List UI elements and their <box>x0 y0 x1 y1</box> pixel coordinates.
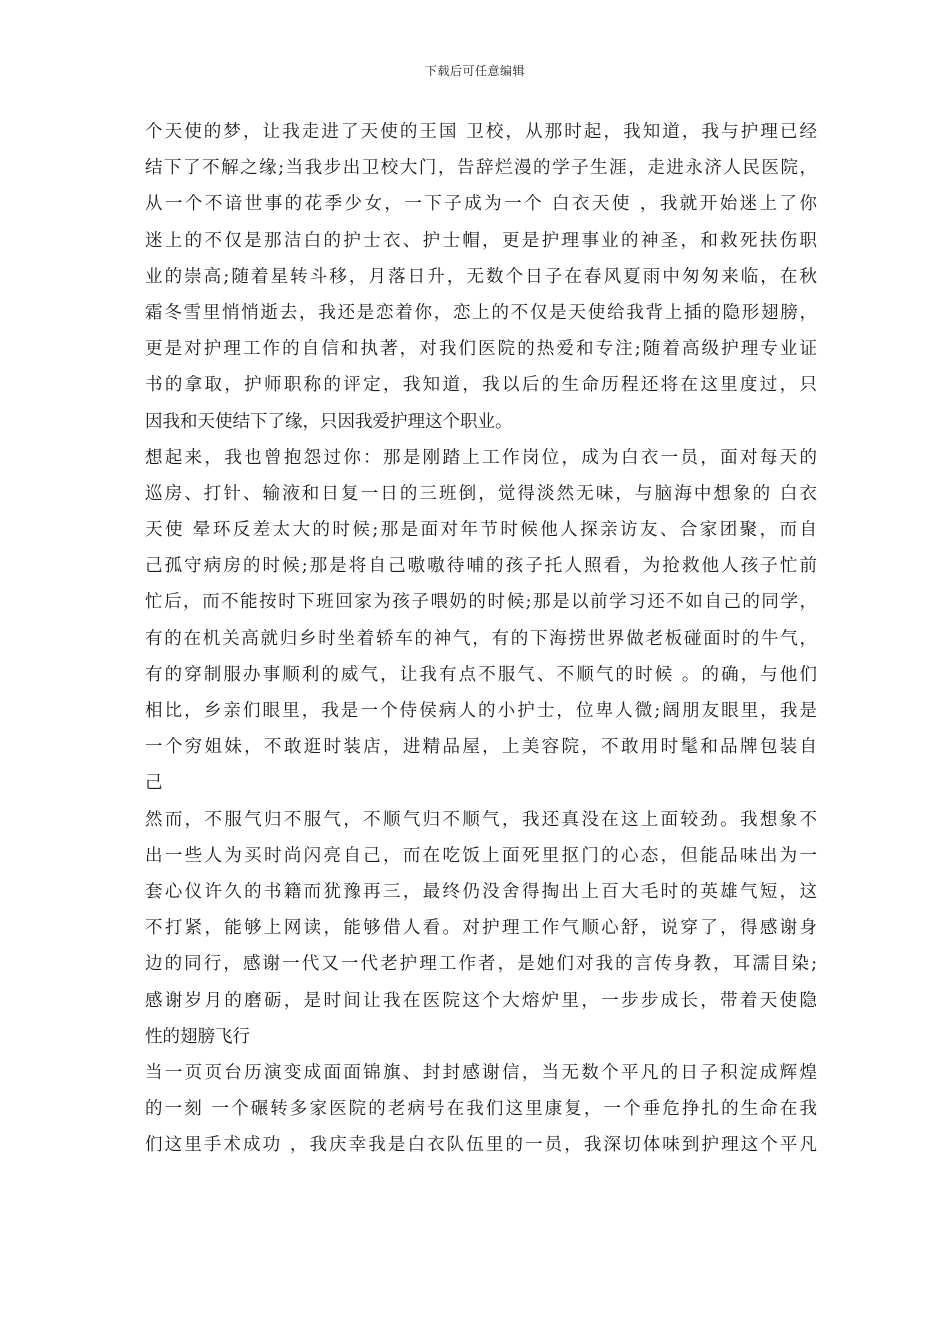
text-line: 从一个不谙世事的花季少女，一下子成为一个 白衣天使 ，我就开始迷上了你 <box>145 194 817 215</box>
text-line: 书的拿取，护师职称的评定，我知道，我以后的生命历程还将在这里度过，只 <box>145 375 817 396</box>
text-line: 不打紧，能够上网读，能够借人看。对护理工作气顺心舒，说穿了，得感谢身 <box>145 918 817 939</box>
text-line: 迷上的不仅是那洁白的护士衣、护士帽，更是护理事业的神圣，和救死扶伤职 <box>145 230 817 251</box>
text-line: 天使 晕环反差太大的时候;那是面对年节时候他人探亲访友、合家团聚，而自 <box>145 520 817 541</box>
text-line: 感谢岁月的磨砺，是时间让我在医院这个大熔炉里，一步步成长，带着天使隐 <box>145 990 817 1011</box>
text-line: 己 <box>145 773 163 794</box>
text-line: 霜冬雪里悄悄逝去，我还是恋着你，恋上的不仅是天使给我背上插的隐形翅膀， <box>145 302 817 323</box>
text-line: 的一刻 一个碾转多家医院的老病号在我们这里康复，一个垂危挣扎的生命在我 <box>145 1099 817 1120</box>
text-line: 有的在机关高就归乡时坐着轿车的神气，有的下海捞世界做老板碰面时的牛气， <box>145 628 817 649</box>
text-line: 个天使的梦，让我走进了天使的王国 卫校，从那时起，我知道，我与护理已经 <box>145 122 817 142</box>
text-line: 己孤守病房的时候;那是将自己嗷嗷待哺的孩子托人照看，为抢救他人孩子忙前 <box>145 556 817 577</box>
text-line: 一个穷姐妹，不敢逛时装店，进精品屋，上美容院，不敢用时髦和品牌包装自 <box>145 737 817 758</box>
text-line: 性的翅膀飞行 <box>145 1026 250 1047</box>
text-line: 忙后，而不能按时下班回家为孩子喂奶的时候;那是以前学习还不如自己的同学， <box>145 592 817 613</box>
text-line: 然而，不服气归不服气，不顺气归不顺气，我还真没在这上面较劲。我想象不 <box>145 809 817 830</box>
text-line: 相比，乡亲们眼里，我是一个侍侯病人的小护士，位卑人微;阔朋友眼里，我是 <box>145 701 817 721</box>
text-line: 结下了不解之缘;当我步出卫校大门，告辞烂漫的学子生涯，走进永济人民医院， <box>145 158 817 179</box>
text-line: 更是对护理工作的自信和执著，对我们医院的热爱和专注;随着高级护理专业证 <box>145 339 817 360</box>
page-header: 下载后可任意编辑 <box>424 64 525 78</box>
text-line: 边的同行，感谢一代又一代老护理工作者，是她们对我的言传身教，耳濡目染; <box>145 954 817 975</box>
text-line: 有的穿制服办事顺利的威气，让我有点不服气、不顺气的时候 。的确，与他们 <box>145 664 817 685</box>
text-line: 当一页页台历演变成面面锦旗、封封感谢信，当无数个平凡的日子积淀成辉煌 <box>145 1062 817 1083</box>
document-body <box>145 114 817 1163</box>
text-line: 想起来，我也曾抱怨过你：那是刚踏上工作岗位，成为白衣一员，面对每天的 <box>145 447 817 468</box>
text-line: 套心仪许久的书籍而犹豫再三，最终仍没舍得掏出上百大毛时的英雄气短，这 <box>145 881 817 902</box>
text-line: 巡房、打针、输液和日复一日的三班倒，觉得淡然无味，与脑海中想象的 白衣 <box>145 483 817 504</box>
text-line: 们这里手术成功 ，我庆幸我是白衣队伍里的一员，我深切体味到护理这个平凡 <box>145 1135 817 1156</box>
text-line: 出一些人为买时尚闪亮自己，而在吃饭上面死里抠门的心态，但能品味出为一 <box>145 845 817 866</box>
text-line: 业的崇高;随着星转斗移，月落日升，无数个日子在春风夏雨中匆匆来临，在秋 <box>145 266 817 287</box>
text-line: 因我和天使结下了缘，只因我爱护理这个职业。 <box>145 411 513 432</box>
